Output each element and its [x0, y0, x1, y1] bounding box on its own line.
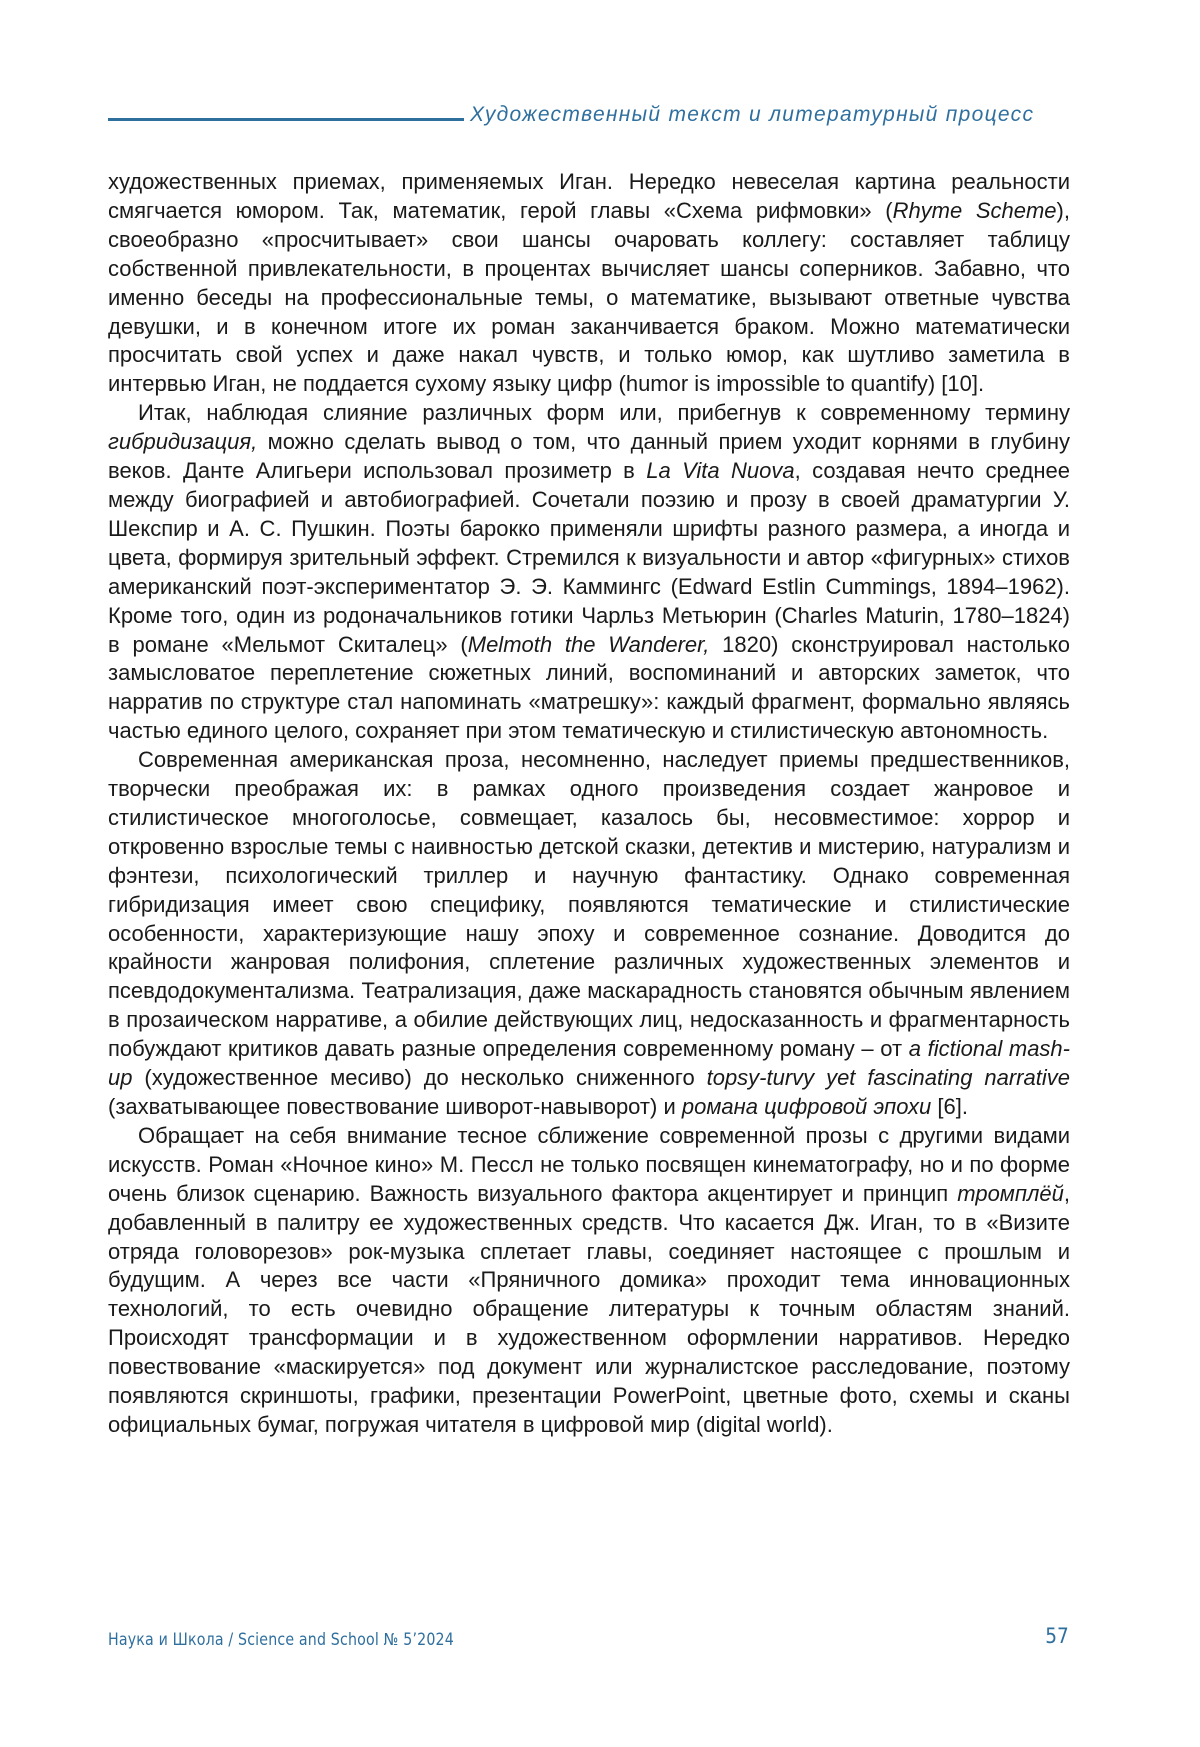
text-run: 1820) сконструировал настолько замысловатое переплетение сюжетных линий, воспоминаний и авторских заметок, что нарратив по структуре стал напоминать «матрешку»: каждый фрагмент, формально являясь частью единого целого, сохраняет при этом тематическую и стилистическую автономность.: [108, 631, 1070, 744]
text-run: Итак, наблюдая слияние различных форм или, прибегнув к современному термину: [138, 400, 1070, 426]
text-run: ), своеобразно «просчитывает» свои шансы очаровать коллегу: составляет таблицу собственной привлекательности, в процентах вычисляет шансы соперников. Забавно, что именно беседы на профессиональные темы, о математике, вызывают ответные чувства девушки, и в конечном итоге их роман заканчивается браком. Можно математически просчитать свой успех и даже накал чувств, и только юмор, как шутливо заметила в интервью Иган, не поддается сухому языку цифр (humor is impossible to quantify) [10].: [108, 197, 1070, 397]
page-number: 57: [1045, 1624, 1069, 1648]
text-run: [6].: [931, 1094, 968, 1119]
paragraph: [108, 746, 1070, 1122]
italic-term: Rhyme Scheme: [892, 197, 1057, 223]
text-run: художественных приемах, применяемых Иган. Нередко невеселая картина реальности смягчается юмором. Так, математик, герой главы «Схема рифмовки» (: [108, 169, 1070, 223]
journal-footer: Наука и Школа / Science and School № 5’2024: [108, 1630, 454, 1649]
italic-term: Melmoth the Wanderer,: [467, 631, 710, 657]
text-run: , создавая нечто среднее между биографией и автобиографией. Сочетали поэзию и прозу в своей драматургии У. Шекспир и А. С. Пушкин. Поэты барокко применяли шрифты разного размера, а иногда и цвета, формируя зрительный эффект. Стремился к визуальности и автор «фигурных» стихов американский поэт-экспериментатор Э. Э. Каммингс (Edward Estlin Cummings, 1894–1962). Кроме того, один из родоначальников готики Чарльз Метьюрин (Charles Maturin, 1780–1824) в романе «Мельмот Скиталец» (: [108, 458, 1070, 657]
italic-term: La Vita Nuova: [646, 458, 795, 484]
article-body: [108, 168, 1070, 1440]
paragraph: [108, 399, 1070, 746]
paragraph: [108, 1122, 1070, 1440]
italic-term: тромплёй: [957, 1180, 1064, 1206]
paragraph: [108, 168, 1070, 399]
italic-term: гибридизация,: [108, 429, 258, 455]
italic-term: topsy-turvy yet fascinating narrative: [706, 1065, 1070, 1091]
text-run: Обращает на себя внимание тесное сближение современной прозы с другими видами искусств. Роман «Ночное кино» М. Пессл не только посвящен кинематографу, но и по форме очень близок сценарию. Важность визуального фактора акцентирует и принцип: [108, 1122, 1070, 1206]
text-run: (захватывающее повествование шиворот-навыворот) и: [108, 1094, 682, 1119]
text-run: Современная американская проза, несомненно, наследует приемы предшественников, творчески преображая их: в рамках одного произведения создает жанровое и стилистическое многоголосье, совмещает, казалось бы, несовместимое: хоррор и откровенно взрослые темы с наивностью детской сказки, детектив и мистерию, натурализм и фэнтези, психологический триллер и научную фантастику. Однако современная гибридизация имеет свою специфику, появляются тематические и стилистические особенности, характеризующие нашу эпоху и современное сознание. Доводится до крайности жанровая полифония, сплетение различных художественных элементов и псевдодокументализма. Театрализация, даже маскарадность становятся обычным явлением в прозаическом нарративе, а обилие действующих лиц, недосказанность и фрагментарность побуждают критиков давать разные определения современному роману – от: [108, 747, 1070, 1062]
italic-term: a fictional mash-up: [108, 1036, 1070, 1091]
header-rule: [108, 118, 464, 121]
running-header-title: Художественный текст и литературный процесс: [470, 103, 1035, 126]
text-run: , добавленный в палитру ее художественных средств. Что касается Дж. Иган, то в «Визите отряда головорезов» рок-музыка сплетает главы, соединяет настоящее с прошлым и будущим. А через все части «Пряничного домика» проходит тема инновационных технологий, то есть очевидно обращение литературы к точным областям знаний. Происходят трансформации и в художественном оформлении нарративов. Нередко повествование «маскируется» под документ или журналистское расследование, поэтому появляются скриншоты, графики, презентации PowerPoint, цветные фото, схемы и сканы официальных бумаг, погружая читателя в цифровой мир (digital world).: [108, 1180, 1070, 1437]
italic-term: романа цифровой эпохи: [681, 1094, 932, 1119]
text-run: (художественное месиво) до несколько сниженного: [132, 1065, 707, 1091]
text-run: можно сделать вывод о том, что данный прием уходит корнями в глубину веков. Данте Алигьери использовал прозиметр в: [108, 429, 1070, 484]
